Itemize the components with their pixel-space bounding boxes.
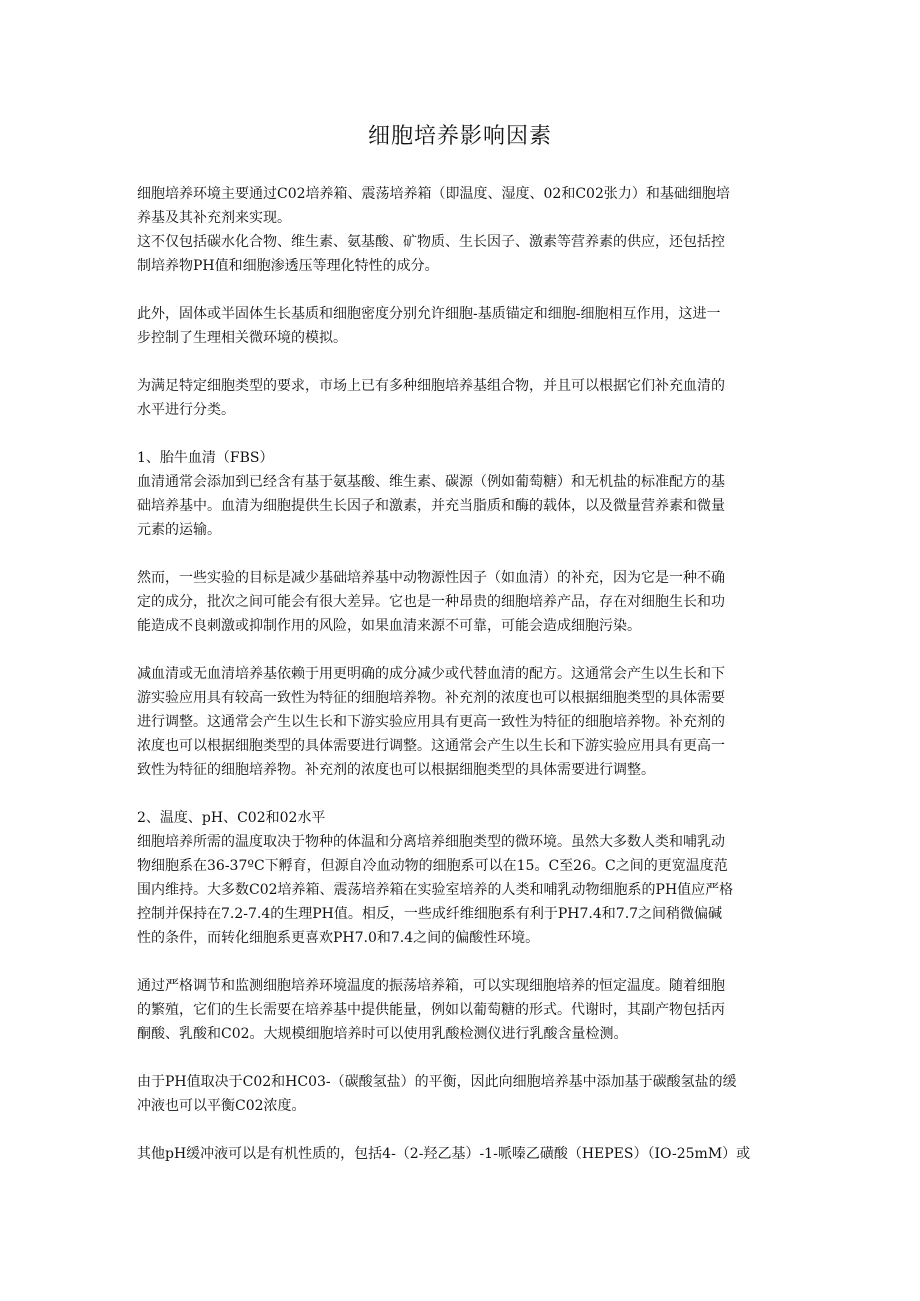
paragraph [137,974,787,1046]
text-line: 这不仅包括碳水化合物、维生素、氨基酸、矿物质、生长因子、激素等营养素的供应，还包括控 [137,234,725,250]
text-line: 性的条件，而转化细胞系更喜欢PH7.0和7.4之间的偏酸性环境。 [137,930,540,946]
paragraph [137,1142,787,1166]
paragraph [137,662,787,782]
text-line: 进行调整。这通常会产生以生长和下游实验应用具有更高一致性为特征的细胞培养物。补充剂的 [137,714,725,730]
paragraph [137,1070,787,1118]
paragraph [137,374,787,422]
text-line: 游实验应用具有较高一致性为特征的细胞培养物。补充剂的浓度也可以根据细胞类型的具体需要 [137,690,725,706]
section-heading: 1、胎牛血清（FBS） [137,450,274,466]
text-line: 细胞培养所需的温度取决于物种的体温和分离培养细胞类型的微环境。虽然大多数人类和哺乳动 [137,834,725,850]
text-line: 围内维持。大多数C02培养箱、震荡培养箱在实验室培养的人类和哺乳动物细胞系的PH值应严格 [137,882,734,898]
section-temperature-ph [137,806,787,950]
document-body [137,182,787,1166]
text-line: 浓度也可以根据细胞类型的具体需要进行调整。这通常会产生以生长和下游实验应用具有更高一 [137,738,725,754]
text-line: 物细胞系在36-37ºC下孵育，但源自冷血动物的细胞系可以在15。C至26。C之间的更宽温度范 [137,858,728,874]
text-line: 定的成分，批次之间可能会有很大差异。它也是一种昂贵的细胞培养产品，存在对细胞生长和功 [137,594,725,610]
page-title: 细胞培养影响因素 [367,124,552,149]
text-line: 血清通常会添加到已经含有基于氨基酸、维生素、碳源（例如葡萄糖）和无机盐的标准配方的基 [137,474,725,490]
text-line: 养基及其补充剂来实现。 [137,210,291,226]
section-heading: 2、温度、pH、C02和02水平 [137,810,326,826]
text-line: 减血清或无血清培养基依赖于用更明确的成分减少或代替血清的配方。这通常会产生以生长和下 [137,666,725,682]
text-line: 致性为特征的细胞培养物。补充剂的浓度也可以根据细胞类型的具体需要进行调整。 [137,762,655,778]
text-line: 元素的运输。 [137,522,221,538]
text-line: 能造成不良刺激或抑制作用的风险，如果血清来源不可靠，可能会造成细胞污染。 [137,618,641,634]
text-line: 水平进行分类。 [137,402,235,418]
text-line: 为满足特定细胞类型的要求，市场上已有多种细胞培养基组合物，并且可以根据它们补充血清的 [137,378,725,394]
text-line: 通过严格调节和监测细胞培养环境温度的振荡培养箱，可以实现细胞培养的恒定温度。随着细胞 [137,978,725,994]
section-fbs [137,446,787,542]
text-line: 此外，固体或半固体生长基质和细胞密度分别允许细胞-基质锚定和细胞-细胞相互作用，这进一 [137,306,721,322]
paragraph [137,230,787,278]
text-line: 控制并保持在7.2-7.4的生理PH值。相反，一些成纤维细胞系有利于PH7.4和7.7之间稍微偏碱 [137,906,723,922]
text-line: 酮酸、乳酸和C02。大规模细胞培养时可以使用乳酸检测仪进行乳酸含量检测。 [137,1026,628,1042]
text-line: 由于PH值取决于C02和HC03-（碳酸氢盐）的平衡，因此向细胞培养基中添加基于碳酸氢盐的缓 [137,1074,737,1090]
text-line: 然而，一些实验的目标是减少基础培养基中动物源性因子（如血清）的补充，因为它是一种不确 [137,570,725,586]
text-line: 制培养物PH值和细胞渗透压等理化特性的成分。 [137,258,439,274]
text-line: 细胞培养环境主要通过C02培养箱、震荡培养箱（即温度、湿度、02和C02张力）和基础细胞培 [137,186,730,202]
text-line: 础培养基中。血清为细胞提供生长因子和激素，并充当脂质和酶的载体，以及微量营养素和微量 [137,498,725,514]
text-line: 冲液也可以平衡C02浓度。 [137,1098,306,1114]
text-line: 的繁殖，它们的生长需要在培养基中提供能量，例如以葡萄糖的形式。代谢时，其副产物包括丙 [137,1002,725,1018]
paragraph [137,182,787,230]
paragraph [137,566,787,638]
text-line: 步控制了生理相关微环境的模拟。 [137,330,347,346]
paragraph [137,302,787,350]
text-line: 其他pH缓冲液可以是有机性质的，包括4-（2-羟乙基）-1-哌嗪乙磺酸（HEPES）（IO-25mM）或 [137,1146,751,1162]
